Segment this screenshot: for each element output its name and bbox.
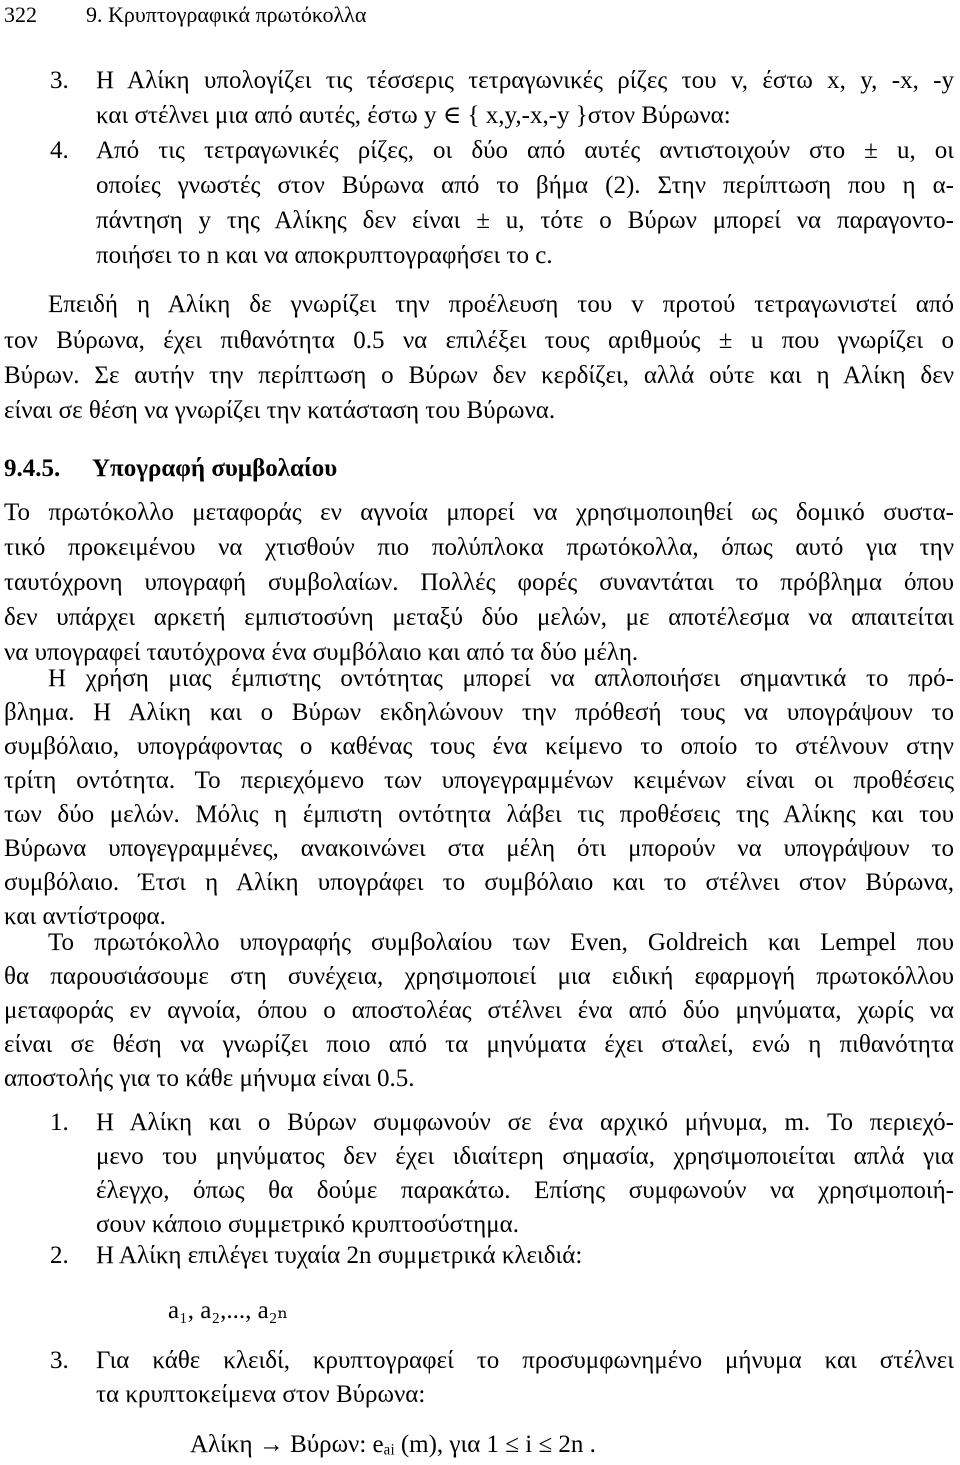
section-heading [4, 452, 337, 486]
paragraph-line: να υπογραφεί ταυτόχρονα ένα συμβόλαιο και από τα δύο μέλη. [4, 639, 639, 666]
section-number: 9.4.5. [4, 455, 61, 482]
list-item-line: ποιήσει το n και να αποκρυπτογραφήσει το c. [96, 242, 553, 269]
list-item-line: πάντηση y της Αλίκης δεν είναι ± u, τότε ο Βύρων μπορεί να παραγοντο- [96, 207, 954, 234]
list-number: 2. [50, 1242, 69, 1269]
paragraph-line: είναι σε θέση να γνωρίζει ποιο από τα μηνύματα έχει σταλεί, ενώ η πιθανότητα [4, 1031, 954, 1058]
paragraph-line: θα παρουσιάσουμε στη συνέχεια, χρησιμοποιεί μια ειδική εφαρμογή πρωτοκόλλου [4, 963, 954, 990]
paragraph-line: μεταφοράς εν αγνοία, όπου ο αποστολέας στέλνει ένα από δύο μηνύματα, χωρίς να [4, 997, 954, 1024]
list-item-line: μενο του μηνύματος δεν έχει ιδιαίτερη σημασία, χρησιμοποιείται απλά για [96, 1143, 954, 1170]
list-item-line: έλεγχο, όπως θα δούμε παρακάτω. Επίσης συμφωνούν να χρησιμοποιή- [96, 1177, 954, 1204]
paragraph-line: είναι σε θέση να γνωρίζει την κατάσταση του Βύρωνα. [4, 397, 556, 424]
paragraph-line: Το πρωτόκολλο μεταφοράς εν αγνοία μπορεί να χρησιμοποιηθεί ως δομικό συστα- [4, 499, 954, 526]
list-item-line: Η Αλίκη και ο Βύρων συμφωνούν σε ένα αρχικό μήνυμα, m. Το περιεχό- [96, 1109, 954, 1136]
paragraph-line: τικό προκειμένου να χτισθούν πιο πολύπλοκα πρωτόκολλα, όπως αυτό για την [4, 534, 954, 561]
paragraph-line: βλημα. Η Αλίκη και ο Βύρων εκδηλώνουν την πρόθεσή τους να υπογράψουν το [4, 699, 954, 726]
list-number: 1. [50, 1109, 69, 1136]
paragraph-line: και αντίστροφα. [4, 903, 166, 930]
list-number: 3. [50, 1347, 69, 1374]
list-number: 4. [50, 137, 69, 164]
list-item-line: Από τις τετραγωνικές ρίζες, οι δύο από αυτές αντιστοιχούν στο ± u, οι [96, 137, 954, 164]
running-header [4, 0, 366, 30]
list-item-line: τα κρυπτοκείμενα στον Βύρωνα: [96, 1381, 426, 1408]
send-formula: Αλίκη → Βύρων: eₐᵢ (m), για 1 ≤ i ≤ 2n . [190, 1431, 596, 1458]
section-title: Υπογραφή συμβολαίου [92, 455, 338, 482]
paragraph-line: συμβόλαιο. Έτσι η Αλίκη υπογράφει το συμβόλαιο και το στέλνει στον Βύρωνα, [4, 869, 954, 896]
paragraph-line: δεν υπάρχει αρκετή εμπιστοσύνη μεταξύ δύο μελών, με αποτέλεσμα να απαιτείται [4, 604, 954, 631]
paragraph-line: Το πρωτόκολλο υπογραφής συμβολαίου των Even, Goldreich και Lempel που [48, 929, 954, 956]
paragraph-line: τον Βύρωνα, έχει πιθανότητα 0.5 να επιλέξει τους αριθμούς ± u που γνωρίζει ο [4, 327, 954, 354]
keys-formula: a₁, a₂,..., a₂ₙ [168, 1297, 289, 1324]
paragraph-line: ταυτόχρονη υπογραφή συμβολαίων. Πολλές φορές συναντάται το πρόβλημα όπου [4, 569, 954, 596]
page-number: 322 [4, 2, 37, 27]
paragraph-line: Βύρωνα υπογεγραμμένες, ανακοινώνει στα μέλη ότι μπορούν να υπογράψουν το [4, 835, 954, 862]
paragraph-line: Βύρων. Σε αυτήν την περίπτωση ο Βύρων δεν κερδίζει, αλλά ούτε και η Αλίκη δεν [4, 362, 954, 389]
chapter-title: 9. Κρυπτογραφικά πρωτόκολλα [86, 2, 367, 27]
list-item-line: Η Αλίκη επιλέγει τυχαία 2n συμμετρικά κλειδιά: [96, 1242, 583, 1269]
list-item-line: Η Αλίκη υπολογίζει τις τέσσερις τετραγωνικές ρίζες του v, έστω x, y, -x, -y [96, 67, 954, 94]
paragraph-line: αποστολής για το κάθε μήνυμα είναι 0.5. [4, 1065, 415, 1092]
list-item-line: και στέλνει μια από αυτές, έστω y ∈ { x,y,-x,-y }στον Βύρωνα: [96, 102, 731, 129]
list-number: 3. [50, 67, 69, 94]
paragraph-line: συμβόλαιο, υπογράφοντας ο καθένας τους ένα κείμενο το οποίο το στέλνουν στην [4, 733, 954, 760]
paragraph-line: τρίτη οντότητα. Το περιεχόμενο των υπογεγραμμένων κειμένων είναι οι προθέσεις [4, 767, 954, 794]
paragraph-line: Η χρήση μιας έμπιστης οντότητας μπορεί να απλοποιήσει σημαντικά το πρό- [48, 665, 954, 692]
paragraph-line: των δύο μελών. Μόλις η έμπιστη οντότητα λάβει τις προθέσεις της Αλίκης και του [4, 801, 954, 828]
list-item-line: Για κάθε κλειδί, κρυπτογραφεί το προσυμφωνημένο μήνυμα και στέλνει [96, 1347, 954, 1374]
paragraph-line: Επειδή η Αλίκη δε γνωρίζει την προέλευση του v προτού τετραγωνιστεί από [48, 291, 954, 318]
list-item-line: σουν κάποιο συμμετρικό κρυπτοσύστημα. [96, 1211, 520, 1238]
list-item-line: οποίες γνωστές στον Βύρωνα από το βήμα (2). Στην περίπτωση που η α- [96, 172, 954, 199]
